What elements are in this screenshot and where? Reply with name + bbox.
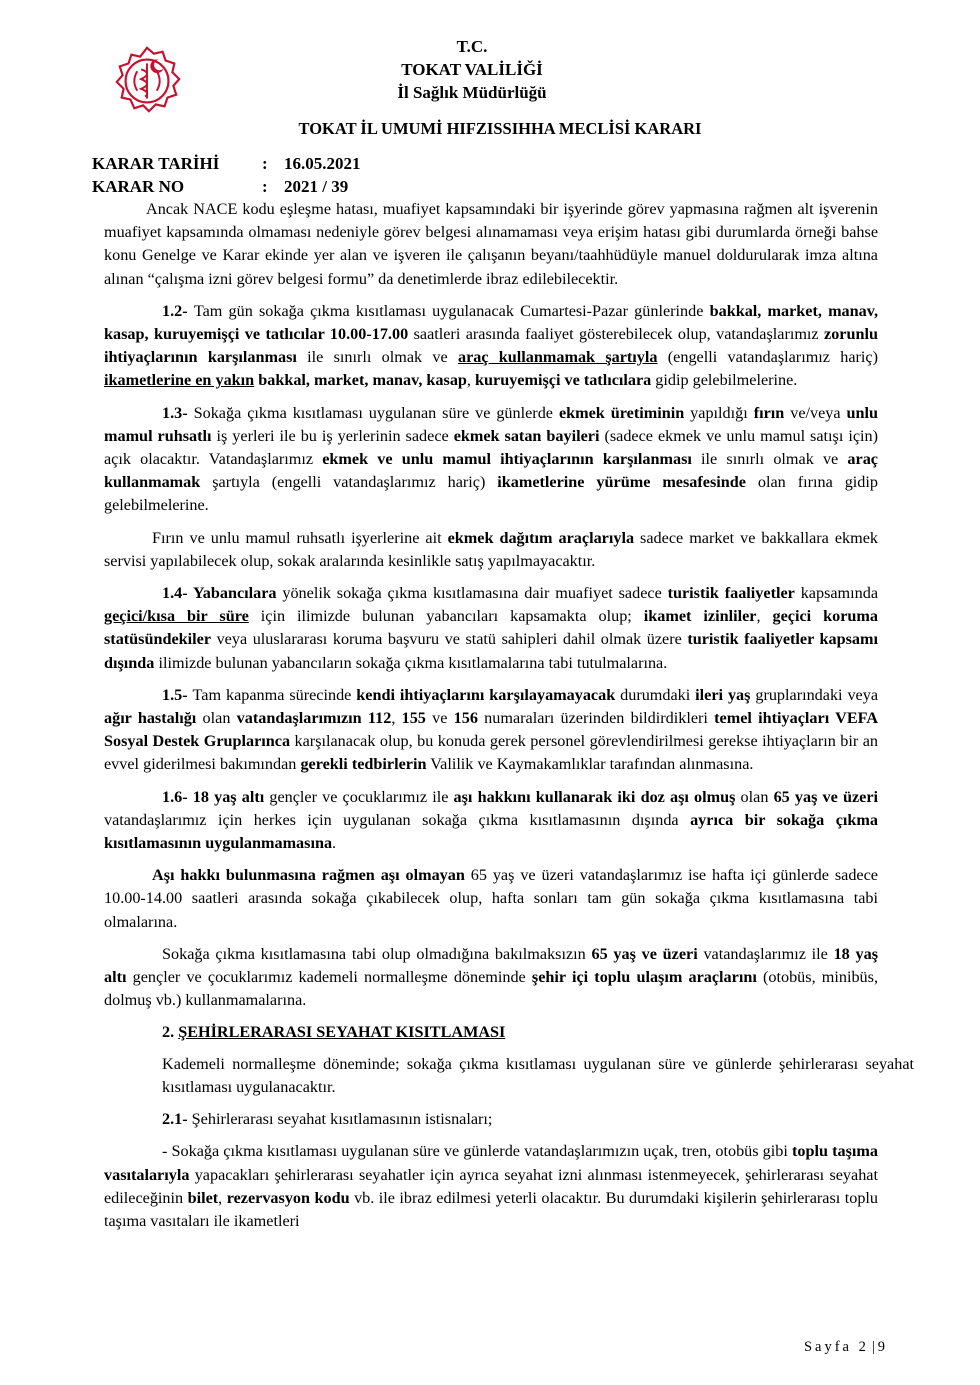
emphasis-text: 65 yaş ve üzeri	[773, 787, 878, 806]
emphasis-text: 1.6- 18 yaş altı	[162, 787, 265, 806]
emphasis-text: bakkal, market, manav, kasap, kuruyemişçi ve tatlıcılar 10.00-17.00	[104, 301, 878, 344]
text-run: yapacakları şehirlerarası seyahatler için ayrıca seyahat izni alınması istenmeyecek, şehirlerarası seyahat edileceğinin	[104, 1165, 878, 1207]
emphasis-text: ikamet izinliler	[643, 607, 757, 626]
emphasis-text: ekmek üretiminin	[558, 403, 685, 422]
decision-no-label: KARAR NO	[92, 177, 185, 196]
decision-date-row	[92, 154, 361, 174]
text-run: gidip gelebilmelerine.	[651, 371, 798, 390]
emphasis-text: gerekli tedbirlerin	[300, 755, 427, 774]
emphasis-text: vatandaşlarımızın 112	[236, 709, 392, 728]
paragraph-exceptions	[104, 1140, 878, 1233]
page-separator: |	[871, 1339, 875, 1355]
paragraph-intercity: Kademeli normalleşme döneminde; sokağa çıkma kısıtlaması uygulanan süre ve günlerde şehirlerarası seyahat kısıtlaması uygulanacaktır.	[162, 1054, 914, 1096]
emphasis-text: ikametlerine en yakın	[104, 371, 255, 390]
text-run: karşılanacak olup, bu konuda gerek personel görevlendirilmesi gerekse ihtiyaçların bir an evvel giderilmesi bakımından	[104, 732, 878, 774]
text-run: (sadece ekmek ve unlu mamul satışı için) açık olacaktır. Vatandaşlarımız	[104, 426, 878, 469]
header-valilik: TOKAT VALİLİĞİ	[401, 60, 543, 79]
section-2-title: ŞEHİRLERARASI SEYAHAT KISITLAMASI	[178, 1022, 506, 1041]
paragraph-1-2	[104, 300, 878, 393]
paragraph-1-5	[104, 684, 878, 777]
emphasis-text: kendi ihtiyaçlarını karşılayamayacak	[356, 685, 616, 704]
text-run: Tam kapanma sürecinde	[192, 685, 357, 704]
emphasis-text: fırın	[753, 403, 785, 422]
text-run: ile sınırlı olmak ve	[296, 348, 458, 367]
text-run: vatandaşlarımız için herkes için uygulanan sokağa çıkma kısıtlamasının dışında	[104, 810, 691, 829]
emphasis-text: 65 yaş ve üzeri	[591, 944, 698, 963]
text-run: Valilik ve Kaymakamlıklar tarafından alınmasına.	[426, 755, 754, 774]
decision-date-label: KARAR TARİHİ	[92, 154, 220, 173]
text-run: numaraları üzerinden bildirdikleri	[477, 709, 715, 728]
text-run: sadece market ve bakkallara ekmek servisi yapılabilecek olup, sokak aralarında kesinlikle satış yapılmayacaktır.	[104, 528, 878, 570]
decision-no-row	[92, 177, 348, 197]
emphasis-text: 1.5-	[162, 685, 193, 704]
paragraph-public-transport	[104, 943, 878, 1013]
emphasis-text: ileri yaş	[695, 685, 751, 704]
text-run: saatleri arasında faaliyet gösterebilecek olup, vatandaşlarımız	[408, 325, 825, 344]
header-tc: T.C.	[456, 37, 488, 56]
emphasis-text: geçici koruma statüsündekiler	[104, 607, 879, 649]
text-run: ,	[466, 371, 476, 390]
emphasis-text: ekmek ve unlu mamul ihtiyaçlarının karşılanması	[322, 450, 692, 469]
text-run: kapsamında	[794, 584, 879, 603]
emphasis-text: unlu mamul ruhsatlı	[104, 403, 879, 445]
header-mudurluk: İl Sağlık Müdürlüğü	[397, 83, 547, 102]
text-run: olan	[735, 787, 774, 806]
emphasis-text: 1.4- Yabancılara	[162, 584, 277, 603]
emphasis-text: Aşı hakkı bulunmasına rağmen aşı olmayan	[152, 866, 465, 885]
text-run: .	[332, 834, 337, 853]
page-current: 2	[858, 1339, 869, 1355]
emphasis-text: 1.3-	[162, 403, 194, 422]
emphasis-text: bilet	[187, 1188, 219, 1207]
emphasis-text: 18 yaş altı	[104, 944, 878, 987]
page-number	[804, 1339, 888, 1356]
text-run: gençler ve çocuklarımız ile	[264, 787, 454, 806]
colon: :	[262, 154, 268, 173]
paragraph-bread-delivery	[104, 527, 878, 573]
emphasis-text: araç kullanmamak şartıyla	[457, 348, 658, 367]
emphasis-text: şehir içi toplu ulaşım araçlarını	[531, 968, 757, 987]
text-run: şartıyla (engelli vatandaşlarımız hariç)	[200, 473, 498, 492]
document-body	[104, 198, 914, 1233]
emphasis-text: toplu taşıma vasıtalarıyla	[104, 1142, 878, 1184]
text-run: vatandaşlarımız ile	[697, 944, 834, 963]
text-run: iş yerleri ile bu iş yerlerinin sadece	[211, 426, 454, 445]
text-run: veya uluslararası koruma başvuru ve statü sahipleri dahil olmak üzere	[211, 630, 688, 649]
text-run: (otobüs, minibüs, dolmuş vb.) kullanmamalarına.	[104, 968, 878, 1010]
paragraph-nace: Ancak NACE kodu eşleşme hatası, muafiyet kapsamındaki bir işyerinde görev yapmasına rağmen alt işverenin muafiyet kapsamında olmaması nedeniyle görev belgesi alınamaması veya erişim hatası gibi durumlarda örneği bahse konu Genelge ve Karar ekinde yer alan ve işveren ile çalışanın beyanı/taahhüdüyle manuel doldurularak imza altına alınan “çalışma izni görev belgesi formu” da denetimlerde ibraz edilebilecektir.	[104, 200, 878, 288]
emphasis-text: zorunlu ihtiyaçlarının karşılanması	[104, 325, 878, 367]
emphasis-text: ekmek dağıtım araçlarıyla	[447, 528, 635, 547]
colon: :	[262, 177, 268, 196]
paragraph-unvaccinated	[104, 864, 878, 934]
paragraph-2-1	[104, 1108, 878, 1131]
text-run: ile sınırlı olmak ve	[691, 450, 848, 469]
text-run: yönelik sokağa çıkma kısıtlamasına dair muafiyet sadece	[276, 584, 668, 603]
document-title: TOKAT İL UMUMİ HIFZISSIHHA MECLİSİ KARARI	[298, 119, 702, 138]
text-run: Fırın ve unlu mamul ruhsatlı işyerlerine ait	[152, 528, 448, 547]
paragraph-1-3	[104, 402, 878, 518]
text-run: gençler ve çocuklarımız kademeli normalleşme döneminde	[126, 968, 532, 987]
emphasis-text: 1.2-	[162, 301, 194, 320]
text-run: olan fırına gidip gelebilmelerine.	[104, 473, 878, 515]
emphasis-text: ekmek satan bayileri	[453, 426, 600, 445]
decision-no-value: 2021 / 39	[284, 177, 349, 196]
paragraph-2-1-text: Şehirlerarası seyahat kısıtlamasının istisnaları;	[191, 1110, 493, 1129]
page-label: Sayfa	[803, 1339, 852, 1355]
emphasis-text: ikametlerine yürüme mesafesinde	[497, 473, 746, 492]
decision-date-value: 16.05.2021	[284, 154, 361, 173]
text-run: Tam gün sokağa çıkma kısıtlaması uygulanacak Cumartesi-Pazar günlerinde	[193, 301, 710, 320]
emphasis-text: 156	[453, 709, 478, 728]
text-run: için ilimizde bulunan yabancıları kapsamakta olup;	[248, 607, 644, 626]
emphasis-text: temel ihtiyaçları VEFA Sosyal Destek Gruplarınca	[104, 709, 879, 751]
text-run: (engelli vatandaşlarımız hariç)	[657, 348, 878, 367]
emphasis-text: bakkal, market, manav, kasap	[258, 371, 467, 390]
emphasis-text: aşı hakkını kullanarak iki doz aşı olmuş	[453, 787, 736, 806]
text-run: ve	[425, 709, 454, 728]
emphasis-text: ayrıca bir sokağa çıkma kısıtlamasının uygulanmamasına	[104, 810, 878, 853]
emphasis-text: araç kullanmamak	[104, 450, 878, 492]
text-run: - Sokağa çıkma kısıtlaması uygulanan süre ve günlerde vatandaşlarımızın uçak, tren, otobüs gibi	[162, 1142, 792, 1161]
text-run: 65 yaş ve üzeri vatandaşlarımız ise hafta içi günlerde sadece 10.00-14.00 saatleri arasında sokağa çıkabilecek olup, hafta sonları tam gün sokağa çıkma kısıtlamasına tabi olmalarına.	[104, 866, 878, 931]
text-run: Sokağa çıkma kısıtlamasına tabi olup olmadığına bakılmaksızın	[162, 944, 592, 963]
text-run: yapıldığı	[684, 403, 754, 422]
text-run: ilimizde bulunan yabancıların sokağa çıkma kısıtlamalarına tabi tutulmalarına.	[154, 653, 668, 672]
emphasis-text: turistik faaliyetler kapsamı dışında	[104, 630, 879, 672]
text-run: gruplarındaki veya	[750, 685, 879, 704]
page-total: 9	[877, 1339, 888, 1355]
paragraph-1-6	[104, 786, 878, 856]
text-run: ,	[756, 607, 773, 626]
emphasis-text: kuruyemişçi ve tatlıcılara	[475, 371, 652, 390]
emphasis-text: ağır hastalığı	[104, 709, 197, 728]
paragraph-2-1-number: 2.1-	[162, 1110, 192, 1129]
text-run: vb. ile ibraz edilmesi yeterli olacaktır. Bu durumdaki kişilerin şehirlerarası toplu taşıma vasıtaları ile ikametleri	[104, 1188, 879, 1230]
text-run: ve/veya	[784, 403, 847, 422]
text-run: durumdaki	[615, 685, 696, 704]
text-run: Sokağa çıkma kısıtlaması uygulanan süre ve günlerde	[193, 403, 559, 422]
section-2-heading	[104, 1021, 878, 1044]
text-run: ,	[218, 1188, 227, 1207]
emphasis-text: geçici/kısa bir süre	[104, 607, 249, 626]
emphasis-text: 155	[401, 709, 426, 728]
emphasis-text: rezervasyon kodu	[226, 1188, 350, 1207]
text-run: ,	[391, 709, 402, 728]
paragraph-1-4	[104, 582, 878, 675]
section-2-number: 2.	[162, 1022, 179, 1041]
text-run: olan	[196, 709, 237, 728]
emphasis-text: turistik faaliyetler	[667, 584, 795, 603]
